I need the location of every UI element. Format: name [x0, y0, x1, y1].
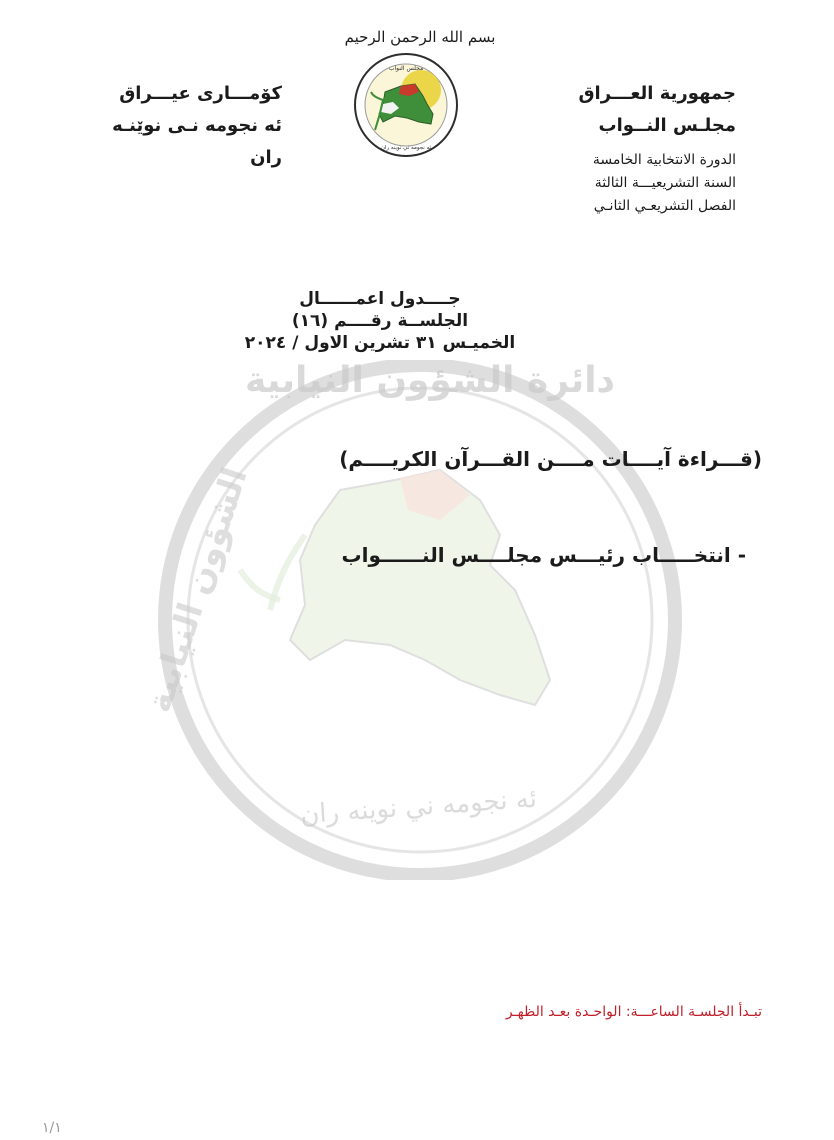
header-left-block	[82, 78, 282, 174]
agenda-title-block	[220, 288, 540, 354]
page-number: ١/١	[42, 1120, 62, 1136]
watermark-bottom-text: ئه نجومه ني نوينه ران	[299, 783, 538, 831]
council-logo	[353, 52, 459, 158]
agenda-title: جــــدول اعمــــــال	[299, 289, 461, 309]
session-start-time: تبـدأ الجلسـة الساعـــة: الواحـدة بعـد الظهـر	[505, 1004, 762, 1020]
logo-ring-text-top: مجلس النواب	[388, 65, 424, 72]
legislative-year: السنة التشريعيـــة الثالثة	[594, 175, 736, 191]
logo-ring-text-bottom: ئه نجومه ني نوينه ران	[380, 145, 432, 151]
council-name: مجلـس النــواب	[598, 115, 736, 136]
bismillah: بسم الله الرحمن الرحيم	[344, 28, 496, 46]
country-name: جمهورية العـــراق	[578, 83, 736, 104]
agenda-item-speaker-election: - انتخـــــاب رئيـــس مجلــــس النــــــواب	[341, 543, 746, 567]
watermark-left-text: الشؤون النيابية	[138, 462, 256, 718]
legislative-chapter: الفصل التشريعـي الثانـي	[593, 198, 736, 214]
session-date: الخميـس ٣١ تشرين الاول / ٢٠٢٤	[244, 333, 516, 353]
session-number: الجلســة رقــــم (١٦)	[291, 311, 469, 331]
country-name-kurdish: كۆمـــارى عيـــراق	[119, 83, 282, 104]
council-of-representatives-emblem-icon	[353, 52, 459, 158]
session-term: الدورة الانتخابية الخامسة	[592, 152, 736, 168]
agenda-item-quran-reading: (قـــراءة آيــــات مــــن القـــرآن الكريــــم)	[339, 447, 762, 471]
watermark-top-text: دائرة الشؤون النيابية	[244, 360, 616, 401]
council-name-kurdish: ئه نجومه نـى نوێنـه ران	[112, 115, 282, 168]
header-right-block	[496, 78, 736, 217]
watermark-seal	[140, 360, 700, 880]
